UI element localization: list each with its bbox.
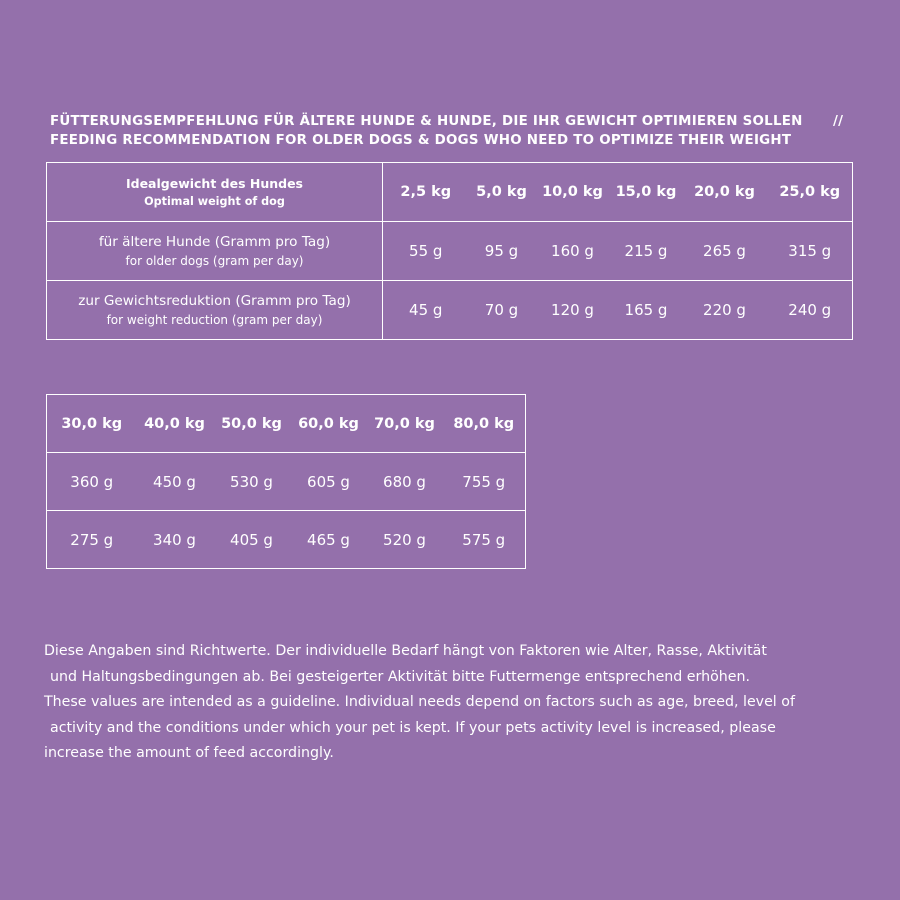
- weight-cell: 30,0 kg: [47, 395, 137, 453]
- older-dogs-row: [47, 222, 853, 281]
- weight-reduction-row: [47, 511, 526, 569]
- gram-cell: 240 g: [768, 281, 853, 340]
- gram-cell: 120 g: [535, 281, 611, 340]
- gram-cell: 315 g: [768, 222, 853, 281]
- feeding-table-heavy-weights: [46, 394, 526, 569]
- weight-header-label-en: Optimal weight of dog: [144, 195, 285, 208]
- weight-cell: 15,0 kg: [611, 163, 682, 222]
- older-dogs-label-en: for older dogs (gram per day): [125, 253, 304, 268]
- gram-cell: 160 g: [535, 222, 611, 281]
- weight-header-label-de: Idealgewicht des Hundes: [125, 176, 304, 191]
- older-dogs-label-de: für ältere Hunde (Gramm pro Tag): [98, 233, 331, 250]
- gram-cell: 45 g: [383, 281, 469, 340]
- gram-cell: 465 g: [291, 511, 367, 569]
- heading-separator: //: [833, 114, 844, 129]
- older-dogs-label: [47, 222, 383, 281]
- weight-header-row: [47, 395, 526, 453]
- note-line: increase the amount of feed accordingly.: [44, 745, 334, 762]
- note-line: und Haltungsbedingungen ab. Bei gesteigerter Aktivität bitte Futtermenge entsprechend erhöhen.: [50, 668, 751, 685]
- gram-cell: 340 g: [137, 511, 213, 569]
- note-line: Diese Angaben sind Richtwerte. Der individuelle Bedarf hängt von Faktoren wie Alter, Rasse, Aktivität: [44, 643, 767, 659]
- feeding-recommendation-heading: [50, 112, 860, 150]
- weight-cell: 10,0 kg: [535, 163, 611, 222]
- weight-header-label: [47, 163, 383, 222]
- gram-cell: 605 g: [291, 453, 367, 511]
- gram-cell: 95 g: [469, 222, 535, 281]
- feeding-table-light-weights: [46, 162, 853, 340]
- gram-cell: 265 g: [682, 222, 768, 281]
- heading-german: FÜTTERUNGSEMPFEHLUNG FÜR ÄLTERE HUNDE & HUNDE, DIE IHR GEWICHT OPTIMIEREN SOLLEN: [50, 114, 803, 129]
- weight-header-row: [47, 163, 853, 222]
- guideline-note: [44, 639, 864, 767]
- gram-cell: 55 g: [383, 222, 469, 281]
- gram-cell: 680 g: [367, 453, 443, 511]
- gram-cell: 520 g: [367, 511, 443, 569]
- gram-cell: 360 g: [47, 453, 137, 511]
- weight-cell: 80,0 kg: [443, 395, 526, 453]
- gram-cell: 70 g: [469, 281, 535, 340]
- gram-cell: 275 g: [47, 511, 137, 569]
- note-line: These values are intended as a guideline. Individual needs depend on factors such as age, breed, level of: [44, 694, 795, 711]
- heading-english: FEEDING RECOMMENDATION FOR OLDER DOGS & DOGS WHO NEED TO OPTIMIZE THEIR WEIGHT: [50, 133, 792, 148]
- weight-cell: 40,0 kg: [137, 395, 213, 453]
- gram-cell: 165 g: [611, 281, 682, 340]
- weight-cell: 60,0 kg: [291, 395, 367, 453]
- weight-cell: 50,0 kg: [213, 395, 291, 453]
- gram-cell: 575 g: [443, 511, 526, 569]
- gram-cell: 215 g: [611, 222, 682, 281]
- gram-cell: 450 g: [137, 453, 213, 511]
- weight-cell: 5,0 kg: [469, 163, 535, 222]
- weight-cell: 25,0 kg: [768, 163, 853, 222]
- weight-cell: 70,0 kg: [367, 395, 443, 453]
- gram-cell: 220 g: [682, 281, 768, 340]
- gram-cell: 755 g: [443, 453, 526, 511]
- older-dogs-row: [47, 453, 526, 511]
- gram-cell: 405 g: [213, 511, 291, 569]
- weight-reduction-label-en: for weight reduction (gram per day): [106, 312, 323, 327]
- weight-reduction-label: [47, 281, 383, 340]
- note-line: activity and the conditions under which your pet is kept. If your pets activity level is increased, please: [50, 719, 776, 736]
- weight-reduction-row: [47, 281, 853, 340]
- weight-reduction-label-de: zur Gewichtsreduktion (Gramm pro Tag): [78, 292, 351, 309]
- weight-cell: 20,0 kg: [682, 163, 768, 222]
- weight-cell: 2,5 kg: [383, 163, 469, 222]
- gram-cell: 530 g: [213, 453, 291, 511]
